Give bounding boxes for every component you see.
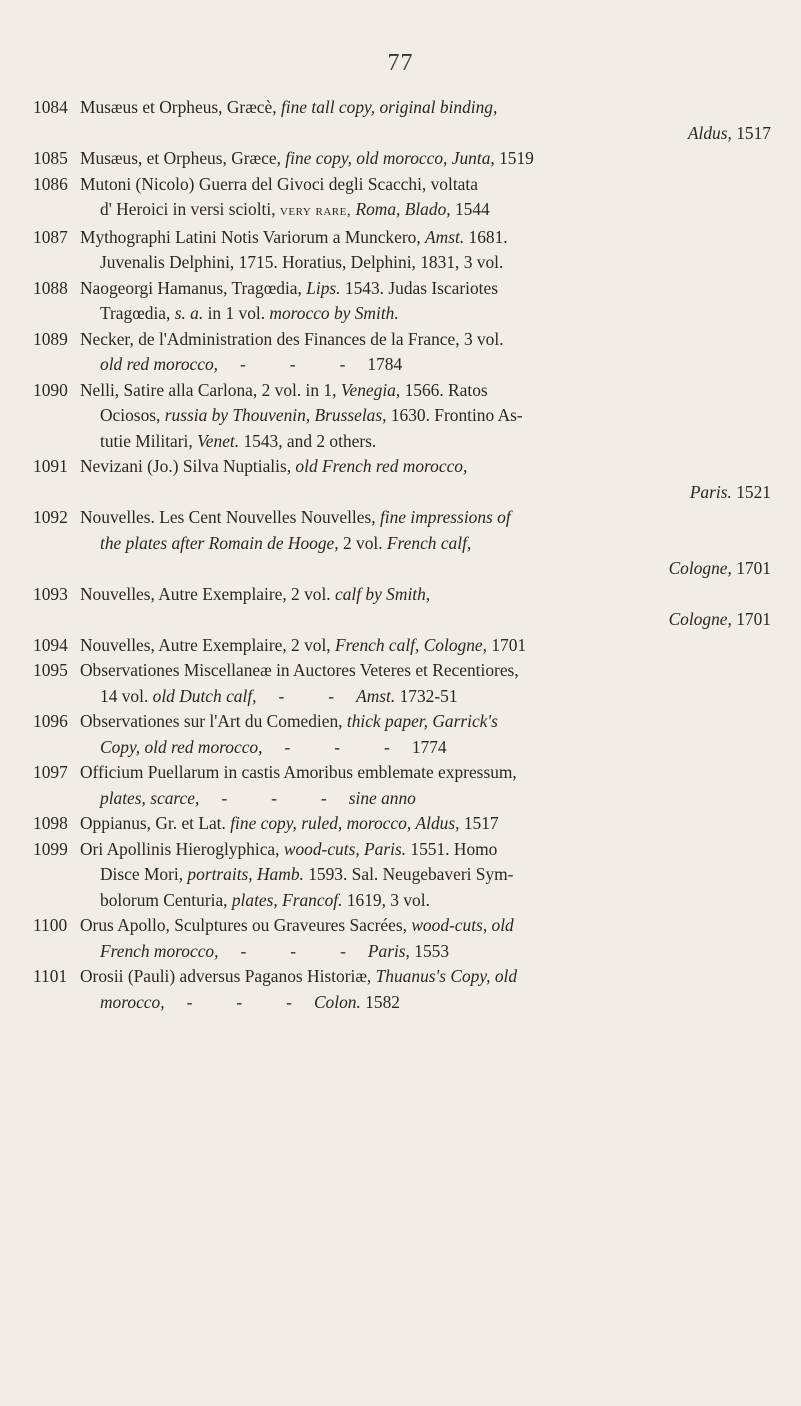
entry-line: Nevizani (Jo.) Silva Nuptialis, old French red morocco,: [80, 456, 468, 476]
catalogue-entry: [33, 658, 771, 709]
lot-number: 1084: [33, 97, 68, 117]
entry-line: Mythographi Latini Notis Variorum a Munckero, Amst. 1681.: [80, 226, 508, 247]
lot-number: 1094: [33, 634, 68, 655]
italic-text: plates, Francof.: [231, 889, 343, 910]
entry-continuation-line: Copy, old red morocco, - - - 1774: [80, 735, 771, 761]
italic-text: Amst.: [356, 685, 396, 706]
lot-number: 1088: [33, 277, 68, 298]
leader-dashes: - - -: [240, 354, 346, 374]
italic-text: thick paper, Garrick's: [346, 711, 498, 731]
leader-dashes: - - -: [186, 991, 292, 1012]
italic-text: Paris,: [367, 940, 415, 961]
catalogue-entry: [33, 276, 771, 327]
entry-line: Observationes sur l'Art du Comedien, thick paper, Garrick's: [80, 711, 498, 731]
lot-number: 1099: [33, 838, 68, 859]
entry-continuation-line: Disce Mori, portraits, Hamb. 1593. Sal. Neugebaveri Sym-: [100, 864, 514, 884]
italic-text: French calf,: [386, 532, 472, 553]
catalogue-entry: [33, 95, 771, 146]
page-number: 77: [387, 50, 414, 76]
entry-line: Naogeorgi Hamanus, Tragœdia, Lips. 1543. Judas Iscariotes: [80, 277, 498, 298]
italic-text: French morocco,: [100, 940, 219, 961]
catalogue-entry: [33, 225, 771, 276]
lot-number: 1092: [33, 507, 68, 527]
catalogue-entry: [33, 633, 771, 659]
small-caps-text: very rare,: [279, 203, 352, 219]
entry-imprint-line: Cologne, 1701: [668, 558, 771, 578]
entry-line: Nelli, Satire alla Carlona, 2 vol. in 1, Venegia, 1566. Ratos: [80, 379, 488, 400]
catalogue-entry: [33, 582, 771, 633]
lot-number: 1100: [33, 915, 68, 935]
catalogue-entry: [33, 760, 771, 811]
entry-line: Oppianus, Gr. et Lat. fine copy, ruled, morocco, Aldus, 1517: [80, 813, 499, 833]
lot-number: 1097: [33, 762, 68, 782]
lot-number: 1090: [33, 379, 68, 400]
italic-text: fine impressions of: [379, 507, 511, 527]
entry-line: Officium Puellarum in castis Amoribus emblemate expressum,: [80, 762, 517, 782]
entry-line: Nouvelles, Autre Exemplaire, 2 vol. calf by Smith,: [80, 583, 431, 604]
entry-continuation-line: Tragœdia, s. a. in 1 vol. morocco by Smith.: [100, 303, 399, 323]
lot-number: 1098: [33, 813, 68, 833]
italic-text: Roma, Blado,: [355, 199, 455, 219]
italic-text: Cologne,: [668, 609, 737, 629]
entry-continuation-line: d' Heroici in versi sciolti, very rare, Roma, Blado, 1544: [100, 199, 490, 219]
italic-text: s. a.: [174, 303, 204, 323]
italic-text: Venegia,: [340, 379, 401, 400]
catalogue-entry: [33, 378, 771, 455]
entry-line: Musæus, et Orpheus, Græce, fine copy, old morocco, Junta, 1519: [80, 148, 534, 168]
catalogue-entry: [33, 454, 771, 505]
italic-text: Copy, old red morocco,: [100, 736, 263, 757]
italic-text: Aldus,: [687, 122, 737, 143]
entry-imprint-line: Paris. 1521: [689, 481, 771, 502]
lot-number: 1085: [33, 148, 68, 168]
catalogue-entry: [33, 811, 771, 837]
lot-number: 1091: [33, 456, 68, 476]
entry-line: Necker, de l'Administration des Finances de la France, 3 vol.: [80, 328, 504, 349]
italic-text: Colon.: [313, 991, 361, 1012]
italic-text: fine copy, ruled, morocco,: [230, 813, 412, 833]
entry-continuation-line: bolorum Centuria, plates, Francof. 1619, 3 vol.: [100, 889, 430, 910]
italic-text: Aldus,: [415, 813, 464, 833]
catalogue-entry: [33, 172, 771, 225]
italic-text: russia by Thouvenin, Brusselas,: [164, 405, 387, 425]
lot-number: 1096: [33, 711, 68, 731]
catalogue-entry: [33, 505, 771, 582]
italic-text: French calf, Cologne,: [335, 634, 492, 655]
entry-line: Observationes Miscellaneæ in Auctores Veteres et Recentiores,: [80, 660, 519, 680]
entry-continuation-line: morocco, - - - Colon. 1582: [80, 990, 771, 1016]
catalogue-entry: [33, 146, 771, 172]
catalogue-entry: [33, 327, 771, 378]
catalogue-entries: [33, 95, 771, 1015]
lot-number: 1095: [33, 660, 68, 680]
italic-text: Paris.: [689, 481, 732, 502]
catalogue-entry: [33, 913, 771, 964]
entry-line: Nouvelles, Autre Exemplaire, 2 vol, French calf, Cologne, 1701: [80, 634, 527, 655]
entry-continuation-line: Ociosos, russia by Thouvenin, Brusselas, 1630. Frontino As-: [100, 405, 523, 425]
italic-text: fine tall copy, original binding,: [280, 97, 498, 117]
italic-text: Cologne,: [668, 558, 737, 578]
italic-text: old red morocco,: [100, 354, 219, 374]
entry-imprint-line: Aldus, 1517: [687, 122, 771, 143]
catalogue-entry: [33, 837, 771, 914]
leader-dashes: - - -: [221, 787, 327, 808]
entry-continuation-line: 14 vol. old Dutch calf, - - Amst. 1732-51: [80, 684, 771, 710]
entry-line: Orus Apollo, Sculptures ou Graveures Sacrées, wood-cuts, old: [80, 915, 514, 935]
entry-continuation-line: [80, 786, 771, 812]
entry-continuation-line: French morocco, - - - Paris, 1553: [80, 939, 771, 965]
italic-text: sine anno: [348, 787, 416, 808]
leader-dashes: - -: [278, 685, 335, 706]
italic-text: morocco,: [100, 991, 165, 1012]
lot-number: 1086: [33, 173, 68, 194]
italic-text: calf by Smith,: [335, 583, 431, 604]
entry-line: Nouvelles. Les Cent Nouvelles Nouvelles, fine impressions of: [80, 507, 511, 527]
leader-dashes: - - -: [284, 736, 390, 757]
italic-text: Thuanus's Copy, old: [375, 966, 518, 986]
entry-line: Ori Apollinis Hieroglyphica, wood-cuts, Paris. 1551. Homo: [80, 838, 498, 859]
italic-text: wood-cuts, old: [411, 915, 514, 935]
lot-number: 1087: [33, 226, 68, 247]
entry-continuation-line: the plates after Romain de Hooge, 2 vol. French calf,: [100, 532, 472, 553]
lot-number: 1089: [33, 328, 68, 349]
catalogue-entry: [33, 964, 771, 1015]
italic-text: portraits, Hamb.: [187, 864, 304, 884]
italic-text: Venet.: [197, 430, 240, 451]
italic-text: Amst.: [425, 226, 465, 247]
entry-continuation-line: Juvenalis Delphini, 1715. Horatius, Delphini, 1831, 3 vol.: [100, 252, 504, 272]
italic-text: the plates after Romain de Hooge,: [100, 532, 339, 553]
italic-text: old Dutch calf,: [152, 685, 257, 706]
entry-imprint-line: Cologne, 1701: [668, 609, 771, 629]
entry-continuation-line: old red morocco, - - - 1784: [80, 352, 771, 378]
lot-number: 1101: [33, 966, 68, 986]
entry-line: Musæus et Orpheus, Græcè, fine tall copy, original binding,: [80, 97, 498, 117]
italic-text: Lips.: [306, 277, 341, 298]
italic-text: wood-cuts, Paris.: [283, 838, 407, 859]
entry-continuation-line: tutie Militari, Venet. 1543, and 2 others.: [100, 430, 377, 451]
italic-text: old French red morocco,: [295, 456, 468, 476]
catalogue-entry: [33, 709, 771, 760]
entry-line: Orosii (Pauli) adversus Paganos Historiæ, Thuanus's Copy, old: [80, 966, 518, 986]
lot-number: 1093: [33, 583, 68, 604]
entry-line: Mutoni (Nicolo) Guerra del Givoci degli Scacchi, voltata: [80, 173, 478, 194]
leader-dashes: - - -: [240, 940, 346, 961]
italic-text: plates, scarce,: [100, 787, 200, 808]
italic-text: morocco by Smith.: [269, 303, 399, 323]
italic-text: fine copy, old morocco, Junta,: [285, 148, 500, 168]
